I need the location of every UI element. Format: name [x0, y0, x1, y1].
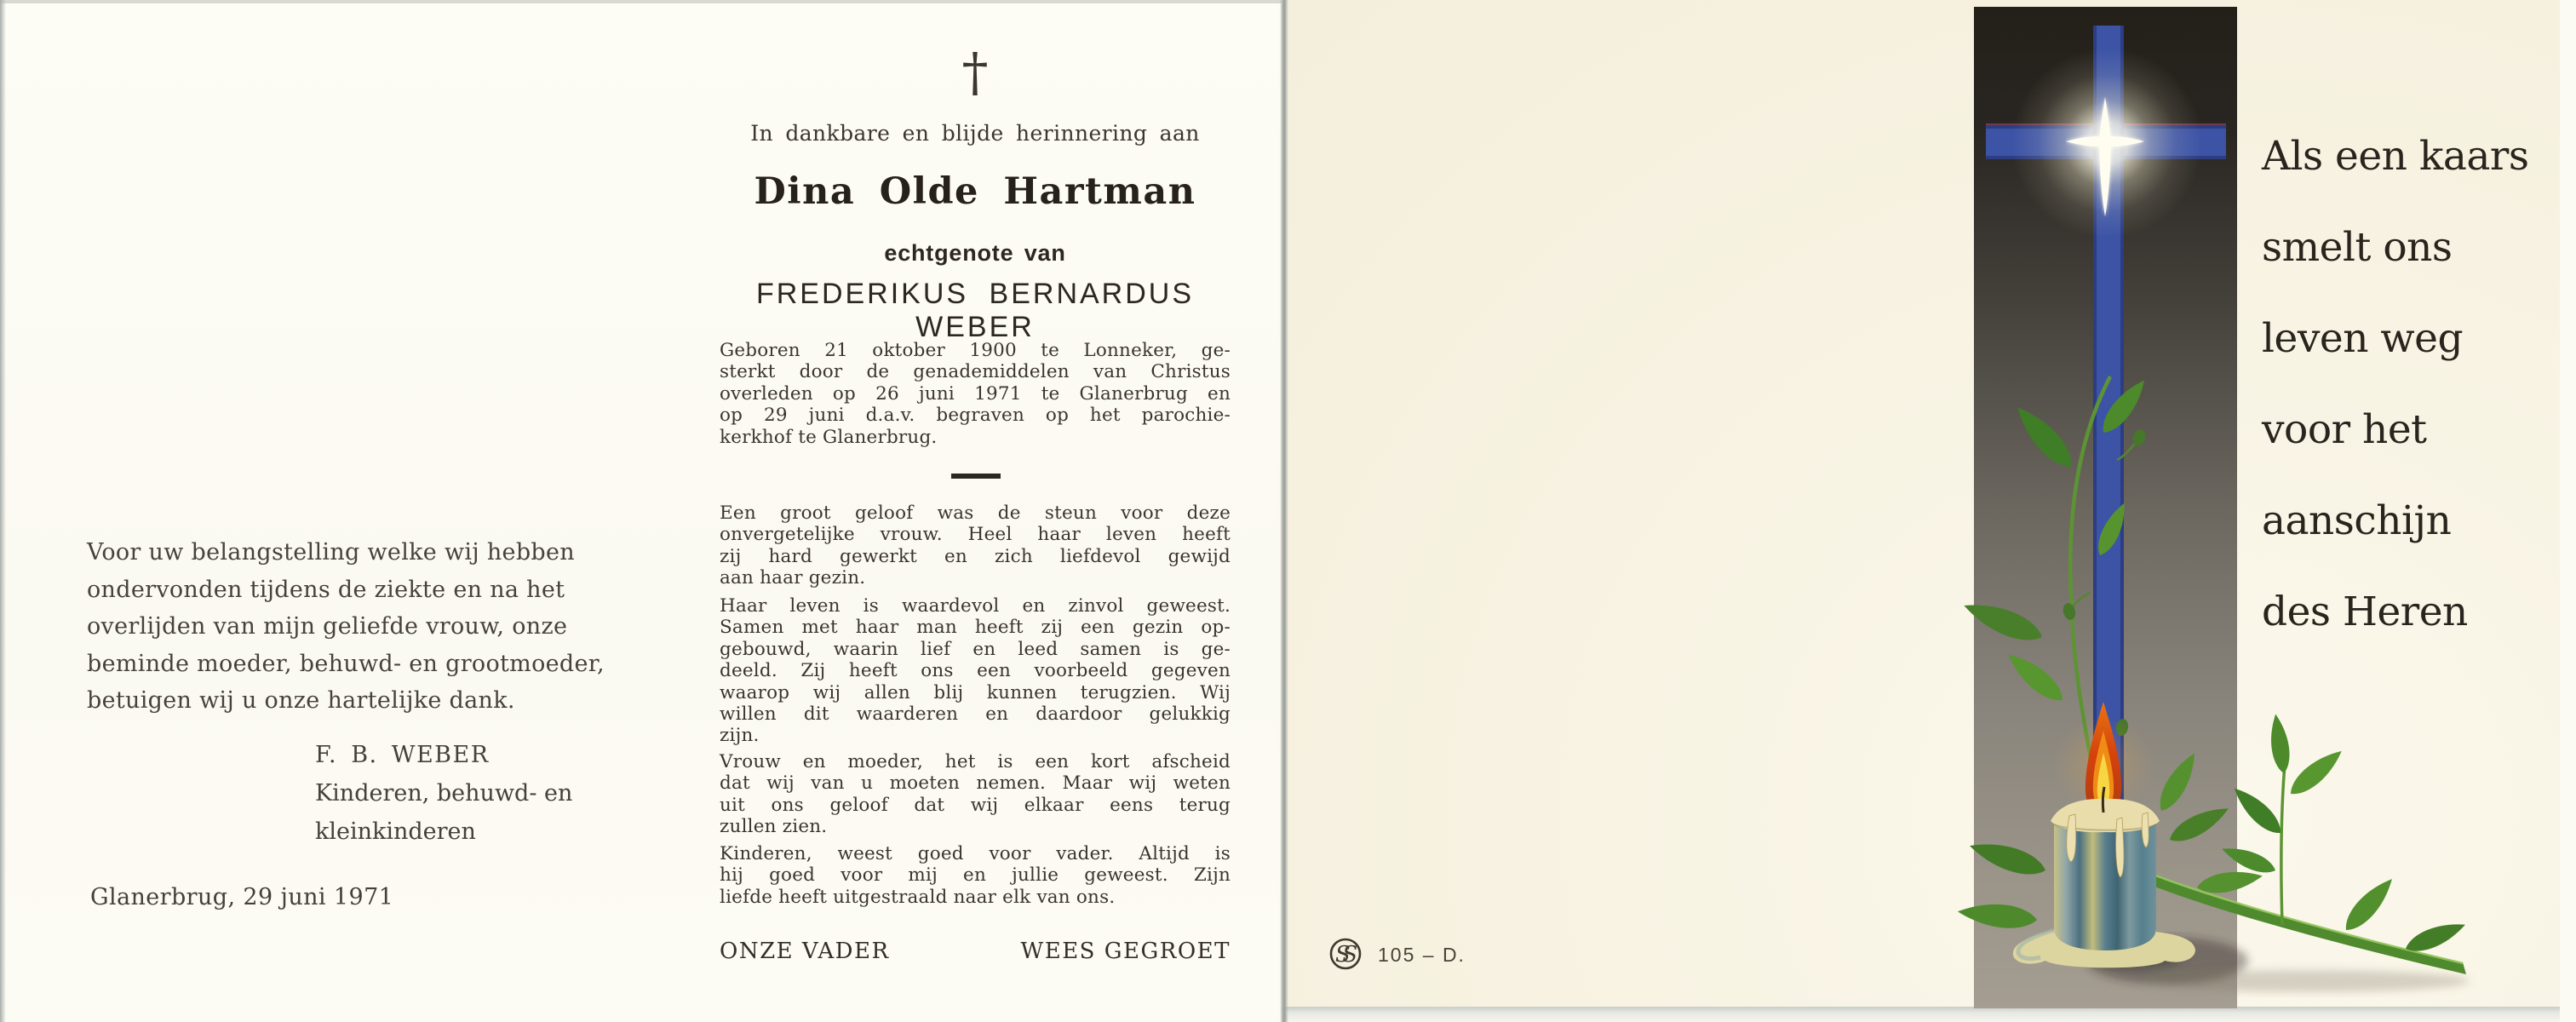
publisher-code: 105 – D. [1378, 944, 1466, 966]
deceased-name: Dina Olde Hartman [754, 170, 1196, 213]
text-line: op 29 juni d.a.v. begraven op het parochie- [720, 405, 1231, 427]
publisher-monogram: SS [1335, 942, 1351, 967]
poem [2262, 111, 2543, 657]
signature-name: F. B. WEBER [315, 742, 490, 768]
text-line: overleden op 26 juni 1971 te Glanerbrug en [720, 382, 1231, 405]
prayer-references [720, 939, 1231, 964]
text-line: hij goed voor mij en jullie geweest. Zijn [720, 864, 1231, 887]
fold-line [1280, 0, 1288, 1022]
text-line: willen dit waarderen en daardoor gelukkig [720, 703, 1231, 726]
text-line: zij hard gewerkt en zich liefdevol gewijd [720, 545, 1231, 567]
text-line: betuigen wij u onze hartelijke dank. [87, 687, 515, 714]
text-line: zijn. [720, 725, 760, 747]
memorial-paragraph-3 [720, 595, 1231, 747]
scan-edge-top [0, 0, 1282, 3]
text-line: kleinkinderen [315, 818, 476, 845]
text-line: Samen met haar man heeft zij een gezin op- [720, 617, 1231, 639]
text-line: ondervonden tijdens de ziekte en na het [87, 576, 565, 603]
memorial-intro-line: In dankbare en blijde herinnering aan [750, 121, 1200, 146]
text-line: sterkt door de genademiddelen van Christus [720, 361, 1231, 383]
memorial-paragraph-2 [720, 502, 1231, 589]
text-line: zullen zien. [720, 816, 828, 838]
signature-block [315, 736, 673, 851]
signature-relatives [315, 774, 673, 851]
text-line: kerkhof te Glanerbrug. [720, 426, 938, 448]
prayer-wees-gegroet: WEES GEGROET [1020, 939, 1231, 964]
text-line: des Heren [2262, 589, 2468, 635]
life-dates-paragraph [720, 340, 1231, 448]
text-line: Als een kaars [2262, 133, 2529, 180]
text-line: dat wij van u moeten nemen. Maar wij weten [720, 772, 1231, 795]
divider-rule [951, 474, 1001, 479]
relation-line: echtgenote van [884, 240, 1066, 266]
text-line: onvergetelijke vrouw. Heel haar leven heeft [720, 524, 1231, 546]
text-line: leven weg [2262, 315, 2464, 362]
text-line: Kinderen, behuwd- en [315, 780, 573, 807]
text-line: Vrouw en moeder, het is een kort afscheid [720, 751, 1231, 772]
text-line: Een groot geloof was de steun voor deze [720, 502, 1231, 524]
spouse-name: FREDERIKUS BERNARDUS WEBER [755, 278, 1195, 343]
candle-wick [2103, 787, 2104, 812]
thanks-paragraph [87, 534, 605, 720]
text-line: overlijden van mijn geliefde vrouw, onze [87, 613, 568, 640]
text-line: smelt ons [2262, 224, 2453, 271]
text-line: waarop wij allen blij kunnen terugzien. Wij [720, 681, 1231, 703]
scan-edge-right [2560, 0, 2576, 1022]
publisher-logo-icon [1327, 935, 1368, 976]
place-dateline: Glanerbrug, 29 juni 1971 [90, 884, 394, 910]
text-line: voor het [2262, 406, 2427, 453]
prayer-onze-vader: ONZE VADER [720, 939, 890, 964]
text-line: aan haar gezin. [720, 567, 866, 589]
text-line: Haar leven is waardevol en zinvol geweest. [720, 595, 1231, 617]
text-line: beminde moeder, behuwd- en grootmoeder, [87, 650, 605, 677]
text-line: deeld. Zij heeft ons een voorbeeld gegeven [720, 660, 1231, 682]
memorial-cross-icon: † [961, 41, 989, 103]
text-line: Kinderen, weest goed voor vader. Altijd is [720, 843, 1231, 864]
text-line: liefde heeft uitgestraald naar elk van ons. [720, 886, 1116, 908]
text-line: uit ons geloof dat wij elkaar eens terug [720, 794, 1231, 816]
memorial-paragraph-5 [720, 843, 1231, 908]
memorial-paragraph-4 [720, 751, 1231, 838]
text-line: aanschijn [2262, 497, 2452, 544]
scan-edge-left [0, 0, 6, 1022]
text-line: gebouwd, waarin lief en leed samen is ge- [720, 638, 1231, 660]
text-line: Geboren 21 oktober 1900 te Lonneker, ge- [720, 340, 1231, 361]
text-line: Voor uw belangstelling welke wij hebben [87, 539, 575, 566]
